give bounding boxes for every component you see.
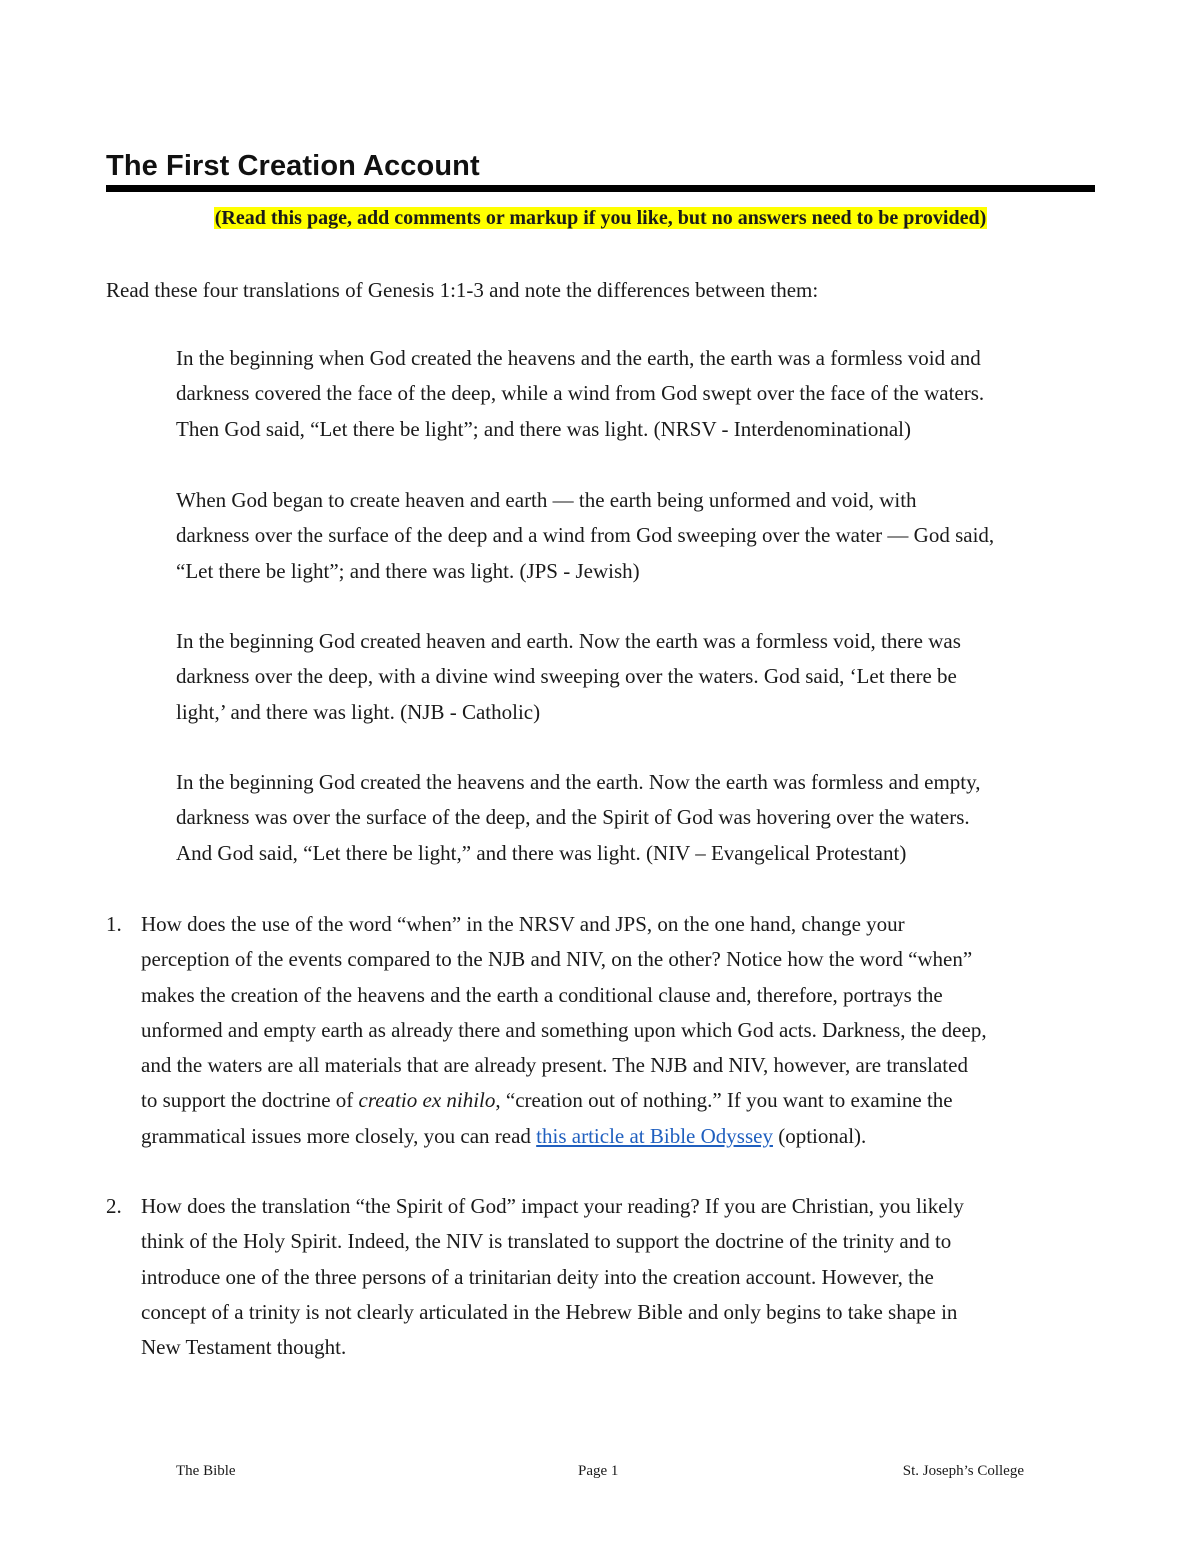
translation-nrsv [176,341,1101,447]
translation-line: In the beginning when God created the heavens and the earth, the earth was a formless void and [176,346,981,370]
translation-line: In the beginning God created heaven and earth. Now the earth was a formless void, there was [176,629,961,653]
question-line: How does the use of the word “when” in the NRSV and JPS, on the one hand, change your [141,912,905,936]
question-line: perception of the events compared to the NJB and NIV, on the other? Notice how the word “when” [141,947,973,972]
translation-line: Then God said, “Let there be light”; and there was light. (NRSV - Interdenominational) [176,416,911,441]
translation-jps [176,483,1101,589]
question-number: 1. [106,912,122,936]
question-line: and the waters are all materials that are already present. The NJB and NIV, however, are translated [141,1053,968,1078]
footer-college-name: St. Joseph’s College [902,1463,1024,1479]
question-line: introduce one of the three persons of a trinitarian deity into the creation account. However, the [141,1264,934,1289]
translation-njb [176,624,1101,730]
question-line: New Testament thought. [141,1335,347,1360]
footer-course-name: The Bible [176,1463,236,1479]
latin-phrase: creatio ex nihilo [358,1088,496,1113]
translation-line: darkness covered the face of the deep, while a wind from God swept over the face of the waters. [176,381,985,406]
title-underline-rule [106,185,1095,192]
question-text [141,1189,1096,1365]
translation-line: light,’ and there was light. (NJB - Catholic) [176,699,541,724]
intro-paragraph: Read these four translations of Genesis 1:1-3 and note the differences between them: [106,278,819,302]
translation-line: darkness over the surface of the deep and a wind from God sweeping over the water — God said, [176,523,995,548]
footer-page-number: Page 1 [578,1463,619,1479]
question-line-part: , “creation out of nothing.” If you want to examine the [495,1088,953,1113]
bible-odyssey-link[interactable]: this article at Bible Odyssey [536,1123,773,1148]
translation-line: In the beginning God created the heavens and the earth. Now the earth was formless and empty, [176,770,981,794]
translation-line: “Let there be light”; and there was light. (JPS - Jewish) [176,558,640,583]
page-footer [176,1459,1024,1483]
question-line-part: grammatical issues more closely, you can read [141,1123,537,1148]
question-line: How does the translation “the Spirit of God” impact your reading? If you are Christian, you likely [141,1194,964,1218]
question-line-part: (optional). [772,1123,867,1148]
translation-line: darkness was over the surface of the deep, and the Spirit of God was hovering over the waters. [176,805,970,830]
translation-line: When God began to create heaven and earth — the earth being unformed and void, with [176,488,917,512]
question-number: 2. [106,1194,122,1218]
question-line: makes the creation of the heavens and the earth a conditional clause and, therefore, portrays the [141,982,943,1007]
instruction-banner [106,203,1095,233]
translation-line: darkness over the deep, with a divine wind sweeping over the waters. God said, ‘Let there be [176,664,957,689]
question-line: unformed and empty earth as already there and something upon which God acts. Darkness, the deep, [141,1017,987,1042]
document-title: The First Creation Account [106,150,480,182]
question-1 [106,907,1096,1154]
question-line-part: to support the doctrine of [141,1088,359,1113]
translation-line: And God said, “Let there be light,” and there was light. (NIV – Evangelical Protestant) [176,840,907,865]
question-line: concept of a trinity is not clearly articulated in the Hebrew Bible and only begins to take shape in [141,1299,958,1324]
question-2 [106,1189,1096,1365]
question-text [141,907,1096,1154]
instruction-highlight: (Read this page, add comments or markup if you like, but no answers need to be provided) [214,207,987,229]
translation-niv [176,765,1101,871]
question-line: think of the Holy Spirit. Indeed, the NIV is translated to support the doctrine of the trinity and to [141,1229,952,1254]
